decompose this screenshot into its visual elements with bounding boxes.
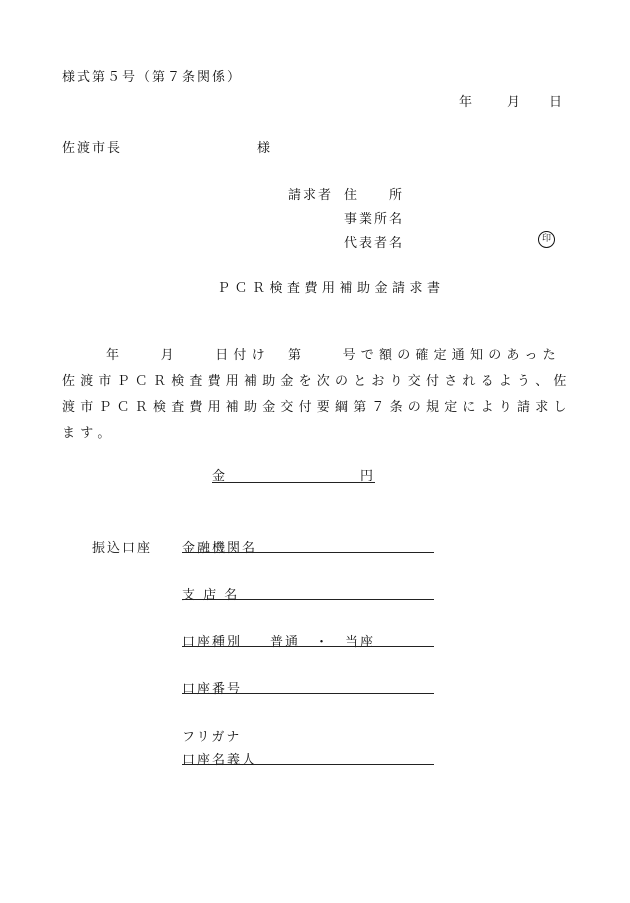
seal-mark: 印 (538, 231, 555, 248)
account-number-underline (182, 693, 434, 694)
institution-label: 金融機関名 (182, 541, 258, 556)
addressee-name: 佐渡市長 (62, 141, 123, 156)
date-year-label: 年 (459, 95, 475, 110)
bank-section-label: 振込口座 (92, 541, 153, 556)
account-number-label: 口座番号 (182, 682, 243, 697)
branch-underline (182, 599, 434, 600)
amount-unit: 円 (360, 469, 376, 484)
body-paragraph (62, 343, 572, 447)
account-holder-underline (182, 764, 434, 765)
representative-label: 代表者名 (344, 236, 405, 251)
addressee-honorific: 様 (257, 141, 273, 156)
office-name-label: 事業所名 (344, 212, 405, 227)
account-type-options: 普通 ・ 当座 (270, 635, 376, 650)
account-holder-label: 口座名義人 (182, 753, 258, 768)
account-type-underline (182, 646, 434, 647)
document-title: ＰＣＲ検査費用補助金請求書 (217, 281, 445, 296)
body-text: 年 月 日付け 第 号で額の確定通知のあった佐渡市ＰＣＲ検査費用補助金を次のとおり交付されるよう、佐渡市ＰＣＲ検査費用補助金交付要綱第７条の規定により請求します。 (62, 348, 572, 441)
form-number: 様式第５号（第７条関係） (62, 70, 243, 85)
amount-underline (212, 482, 375, 483)
amount-prefix: 金 (212, 469, 228, 484)
institution-underline (182, 552, 434, 553)
account-type-label: 口座種別 (182, 635, 243, 650)
furigana-label: フリガナ (182, 730, 242, 745)
requester-label: 請求者 (288, 188, 334, 203)
date-month-label: 月 (507, 95, 523, 110)
date-day-label: 日 (549, 95, 565, 110)
address-label: 住 所 (344, 188, 405, 203)
branch-label: 支 店 名 (182, 588, 240, 603)
